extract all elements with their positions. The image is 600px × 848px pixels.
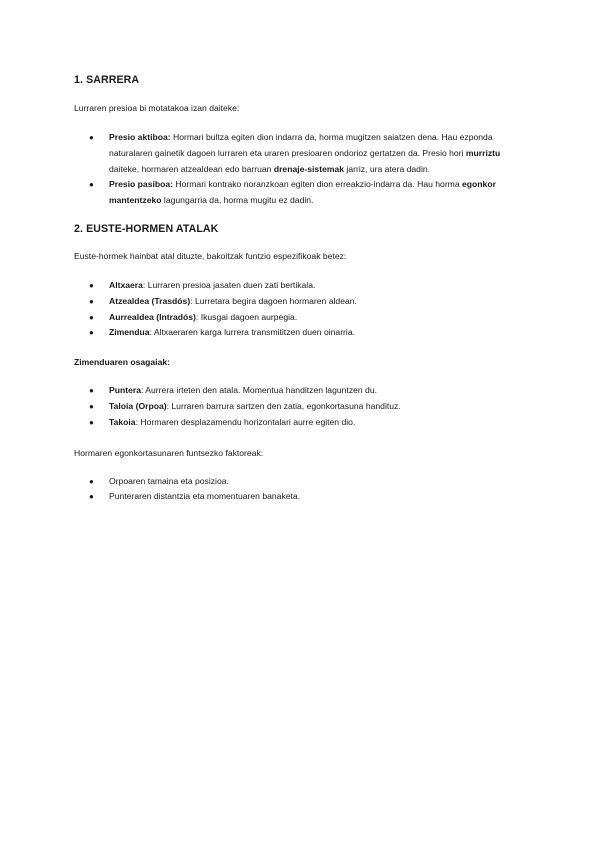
item-text: : Ikusgai dagoen aurpegia. bbox=[195, 311, 298, 322]
item-text: : Aurrera irteten den atala. Momentua handitzen laguntzen du. bbox=[141, 385, 378, 396]
item-text: : Lurretara begira dagoen hormaren aldean. bbox=[190, 295, 357, 306]
bullet-icon: ● bbox=[89, 328, 94, 338]
item-text: daiteke, hormaren atzealdean edo barruan bbox=[109, 163, 274, 174]
list-item bbox=[74, 474, 528, 490]
item-text: lagungarria da, horma mugitu ez dadin. bbox=[161, 195, 314, 206]
bullet-icon: ● bbox=[89, 280, 94, 290]
emphasis: drenaje-sistemak bbox=[273, 163, 345, 174]
term: Puntera bbox=[109, 385, 141, 396]
bullet-icon: ● bbox=[89, 492, 94, 502]
term: Altxaera bbox=[109, 279, 143, 290]
item-text: Punteraren distantzia eta momentuaren banaketa. bbox=[109, 491, 301, 502]
term-separator: : bbox=[167, 132, 171, 142]
list-item bbox=[74, 310, 528, 326]
term-separator: : bbox=[170, 179, 174, 190]
list-item bbox=[74, 399, 528, 415]
bullet-icon: ● bbox=[89, 312, 94, 322]
item-text: Orpoaren tamaina eta posizioa. bbox=[109, 475, 229, 486]
list-item bbox=[74, 294, 528, 310]
intro-paragraph: Lurraren presioa bi motatakoa izan daiteke: bbox=[74, 103, 240, 113]
term: Takoia bbox=[109, 416, 136, 427]
item-text: Hormari bultza egiten dion indarra da, horma mugitzen saiatzen dena. Hau ezponda naturalaren gainetik dagoen lurraren eta uraren presioaren ondorioz gertatzen da. Presio hori bbox=[109, 132, 493, 158]
term: Presio pasiboa bbox=[109, 179, 171, 190]
term: Taloia (Orpoa) bbox=[109, 400, 167, 411]
section-heading-atalak: 2. EUSTE-HORMEN ATALAK bbox=[74, 222, 219, 235]
list-item bbox=[74, 489, 528, 505]
bullet-icon: ● bbox=[89, 386, 94, 396]
term: Zimendua bbox=[109, 327, 150, 338]
faktore-list bbox=[74, 474, 528, 506]
presio-list bbox=[74, 130, 528, 209]
term: Aurrealdea (Intradós) bbox=[109, 311, 196, 322]
zimendu-heading-text: Zimenduaren osagaiak: bbox=[74, 357, 170, 368]
atalak-intro-paragraph: Euste-hormek hainbat atal dituzte, bakoitzak funtzio espezifikoak betez: bbox=[74, 250, 347, 261]
term: Presio aktiboa bbox=[109, 132, 168, 142]
list-item bbox=[74, 383, 528, 399]
item-text: : Lurraren presioa jasaten duen zati bertikala. bbox=[142, 279, 316, 290]
bullet-icon: ● bbox=[89, 476, 94, 486]
bullet-icon: ● bbox=[89, 401, 94, 411]
bullet-icon: ● bbox=[89, 180, 94, 190]
list-item bbox=[74, 177, 528, 209]
bullet-icon: ● bbox=[89, 296, 94, 306]
item-text: jarriz, ura atera dadin. bbox=[344, 163, 431, 174]
item-text: : Hormaren desplazamendu horizontalari aurre egiten dio. bbox=[135, 416, 356, 427]
section-heading-sarrera: 1. SARRERA bbox=[74, 74, 140, 86]
list-item bbox=[74, 278, 528, 294]
term: Atzealdea (Trasdós) bbox=[109, 295, 191, 306]
list-item bbox=[74, 415, 528, 431]
bullet-icon: ● bbox=[89, 417, 94, 427]
emphasis: egonkor mantentzeko bbox=[109, 179, 496, 206]
item-text: Hormari kontrako noranzkoan egiten dion erreakzio-indarra da. Hau horma bbox=[173, 179, 463, 190]
bullet-icon: ● bbox=[89, 133, 94, 142]
zimendu-list bbox=[74, 383, 528, 430]
item-text: : Lurraren barrura sartzen den zatia, egonkortasuna handituz. bbox=[166, 400, 401, 411]
list-item bbox=[74, 130, 528, 177]
item-text: : Altxaeraren karga lurrera transmititzen duen oinarria. bbox=[149, 327, 355, 338]
zimendu-heading bbox=[74, 354, 528, 370]
list-item bbox=[74, 325, 528, 341]
emphasis: murriztu bbox=[465, 147, 501, 158]
atalak-list bbox=[74, 278, 528, 341]
faktore-heading: Hormaren egonkortasunaren funtsezko faktoreak: bbox=[74, 447, 264, 458]
